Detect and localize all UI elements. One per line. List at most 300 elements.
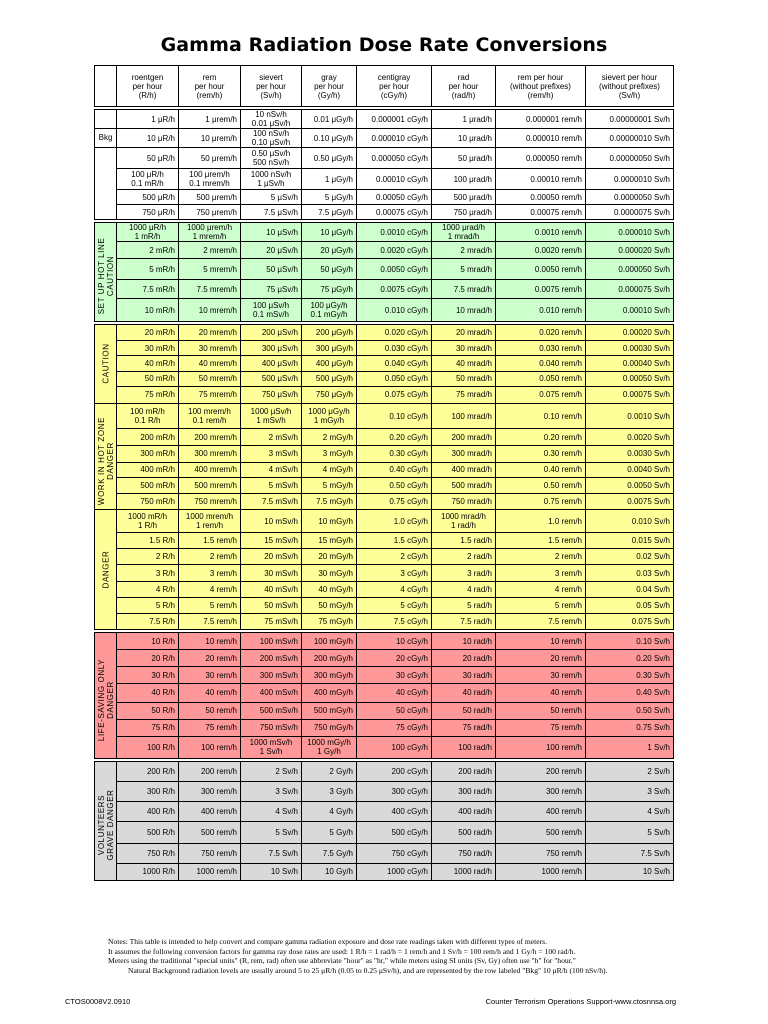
table-cell: 3 Gy/h [302,782,357,802]
column-header-line: per hour [448,81,479,91]
table-row [95,223,674,242]
cell-line: 1000 mrad/h [441,512,486,522]
table-row [95,719,674,736]
table-cell: 0.0030 Sv/h [586,446,674,462]
table-cell: 30 mrad/h [432,341,496,356]
zone-label-wrap [95,510,116,629]
table-row [95,736,674,758]
table-cell: 10 mrem/h [179,299,241,322]
table-row [95,356,674,371]
zone-label-caution [95,325,117,404]
table-cell: 10 cGy/h [357,633,432,650]
table-cell: 750 rad/h [432,843,496,863]
table-cell: 750 R/h [117,843,179,863]
cell-line: 1 μSv/h [257,179,285,188]
table-cell: 5 rad/h [432,597,496,613]
table-cell: 10 mR/h [117,299,179,322]
column-header-line: sievert per hour [601,72,658,82]
cell-line: 0.1 mrem/h [189,179,230,188]
table-cell: 0.00075 Sv/h [586,386,674,403]
table-cell: 500 μrem/h [179,190,241,205]
table-cell: 10 Sv/h [241,863,302,880]
table-cell: 10 mrad/h [432,299,496,322]
table-cell: 200 rem/h [179,762,241,782]
table-cell: 3 mGy/h [302,446,357,462]
table-cell: 200 mrem/h [179,429,241,446]
column-header-line: per hour [256,81,286,91]
column-header-line: (Sv/h) [260,90,282,100]
table-cell: 0.000075 Sv/h [586,280,674,299]
table-cell: 1 μrem/h [179,110,241,129]
table-cell [241,129,302,148]
table-cell: 40 mSv/h [241,581,302,597]
table-cell: 10 μSv/h [241,223,302,242]
table-cell: 500 μR/h [117,190,179,205]
table-cell: 2 cGy/h [357,549,432,565]
table-cell: 200 rad/h [432,762,496,782]
table-cell [117,169,179,190]
table-cell: 0.30 cGy/h [357,446,432,462]
table-cell: 0.020 cGy/h [357,325,432,341]
table-row [95,462,674,477]
table-cell: 2 mrem/h [179,242,241,259]
table-cell: 2 Sv/h [241,762,302,782]
table-cell: 500 mrad/h [432,477,496,493]
table-cell: 4 Sv/h [241,802,302,822]
table-row [95,633,674,650]
column-header-line: sievert [259,72,283,82]
table-cell: 5 mrad/h [432,259,496,280]
column-header-line: (cGy/h) [380,90,408,100]
table-row [95,371,674,386]
table-cell: 40 mrem/h [179,356,241,371]
table-cell: 0.000010 Sv/h [586,223,674,242]
zone-empty [95,148,117,220]
table-cell: 100 μrad/h [432,169,496,190]
cell-line: 1000 mR/h [127,512,168,522]
table-cell: 10 Gy/h [302,863,357,880]
column-header [357,66,432,107]
table-cell: 7.5 mrad/h [432,280,496,299]
table-cell: 20 rad/h [432,650,496,667]
table-row [95,242,674,259]
table-cell: 30 R/h [117,667,179,684]
cell-line: 1000 μR/h [128,223,167,232]
cell-line: 1 mrem/h [192,232,227,241]
table-cell: 5 mSv/h [241,477,302,493]
table-cell: 75 rad/h [432,719,496,736]
table-cell: 50 μrem/h [179,148,241,169]
table-cell: 10 R/h [117,633,179,650]
column-header-line: (rad/h) [451,90,476,100]
table-cell: 7.5 rem/h [179,613,241,629]
table-cell: 10 rad/h [432,633,496,650]
table-row [95,802,674,822]
table-cell: 0.0050 Sv/h [586,477,674,493]
table-cell: 3 cGy/h [357,565,432,581]
column-header [117,66,179,107]
table-cell: 1.0 cGy/h [357,510,432,533]
table-cell: 300 μGy/h [302,341,357,356]
table-cell: 0.03 Sv/h [586,565,674,581]
table-cell: 100 mrad/h [432,404,496,429]
table-cell: 0.0020 cGy/h [357,242,432,259]
cell-line: 0.10 μSv/h [251,138,291,147]
table-cell: 40 rem/h [496,684,586,702]
table-cell: 2 mGy/h [302,429,357,446]
table-cell: 1000 rem/h [179,863,241,880]
table-row [95,325,674,341]
table-row [95,533,674,549]
table-cell: 0.75 Sv/h [586,719,674,736]
table-cell: 20 rem/h [179,650,241,667]
table-cell: 20 rem/h [496,650,586,667]
table-cell: 400 mSv/h [241,684,302,702]
table-cell: 0.0075 cGy/h [357,280,432,299]
table-cell: 1.0 rem/h [496,510,586,533]
table-row [95,565,674,581]
table-cell: 0.075 Sv/h [586,613,674,629]
table-cell: 0.000050 cGy/h [357,148,432,169]
table-cell: 20 cGy/h [357,650,432,667]
table-row [95,549,674,565]
table-cell: 30 rem/h [179,667,241,684]
table-cell: 1.5 R/h [117,533,179,549]
table-cell: 5 μSv/h [241,190,302,205]
table-cell: 0.040 rem/h [496,356,586,371]
table-cell: 30 cGy/h [357,667,432,684]
table-cell: 5 Sv/h [241,822,302,843]
table-cell: 5 R/h [117,597,179,613]
table-cell: 0.00000050 Sv/h [586,148,674,169]
table-cell: 0.00010 cGy/h [357,169,432,190]
table-cell: 750 μSv/h [241,386,302,403]
zone-label-volunteers [95,762,117,881]
table-cell: 5 Gy/h [302,822,357,843]
table-cell: 0.10 μGy/h [302,129,357,148]
table-cell: 2 rem/h [496,549,586,565]
table-cell: 40 rem/h [179,684,241,702]
table-cell: 7.5 μGy/h [302,205,357,220]
table-cell: 10 mGy/h [302,510,357,533]
table-cell: 30 rad/h [432,667,496,684]
table-cell: 750 mrem/h [179,493,241,509]
table-cell: 0.20 rem/h [496,429,586,446]
table-cell: 10 Sv/h [586,863,674,880]
table-cell: 2 R/h [117,549,179,565]
table-cell: 300 mSv/h [241,667,302,684]
table-cell: 5 Sv/h [586,822,674,843]
table-cell: 0.050 cGy/h [357,371,432,386]
note-line: It assumes the following conversion factors for gamma ray dose rates are used: 1 R/h = 1 rad/h = 1 rem/h and 1 Sv/h = 100 rem/h and 1 Gy/h = 100 rad/h. [108,946,576,956]
table-cell: 4 rem/h [496,581,586,597]
table-cell: 10 rem/h [179,633,241,650]
table-cell: 400 mrad/h [432,462,496,477]
table-cell: 100 mGy/h [302,633,357,650]
table-cell: 7.5 rem/h [496,613,586,629]
table-cell: 200 R/h [117,762,179,782]
table-cell: 400 mGy/h [302,684,357,702]
table-cell: 50 mrad/h [432,371,496,386]
table-cell: 40 mGy/h [302,581,357,597]
table-cell: 50 cGy/h [357,702,432,719]
table-cell: 400 μGy/h [302,356,357,371]
table-cell: 0.0000075 Sv/h [586,205,674,220]
zone-label-work-danger [95,404,117,510]
table-row [95,650,674,667]
table-cell: 300 μSv/h [241,341,302,356]
table-cell: 75 cGy/h [357,719,432,736]
table-cell: 300 mrem/h [179,446,241,462]
table-cell [302,736,357,758]
table-cell: 20 R/h [117,650,179,667]
table-cell: 3 Sv/h [586,782,674,802]
table-cell: 3 mSv/h [241,446,302,462]
table-cell: 50 rem/h [179,702,241,719]
table-cell: 5 rem/h [179,597,241,613]
table-cell: 2 Sv/h [586,762,674,782]
table-cell: 50 rad/h [432,702,496,719]
zone-label-setup [95,223,117,322]
table-cell: 7.5 mR/h [117,280,179,299]
table-cell: 500 μrad/h [432,190,496,205]
table-cell: 0.05 Sv/h [586,597,674,613]
table-cell: 1 μGy/h [302,169,357,190]
cell-line: 0.1 rem/h [192,416,227,426]
table-row [95,341,674,356]
zone-label-text: Bkg [98,132,113,142]
table-cell: 1.5 rad/h [432,533,496,549]
cell-line: 100 μrem/h [189,170,230,179]
table-row [95,493,674,509]
header-row [95,66,674,107]
table-cell: 0.00000010 Sv/h [586,129,674,148]
table-cell: 0.30 rem/h [496,446,586,462]
notes [108,937,668,975]
table-cell: 0.00040 Sv/h [586,356,674,371]
table-cell: 0.040 cGy/h [357,356,432,371]
table-cell: 4 cGy/h [357,581,432,597]
table-row [95,110,674,129]
cell-line: 100 mrem/h [188,407,231,417]
table-cell: 0.50 cGy/h [357,477,432,493]
table-cell: 4 Gy/h [302,802,357,822]
table-cell [179,223,241,242]
table-row [95,446,674,462]
cell-line: 1 rem/h [195,521,224,531]
table-cell: 5 mrem/h [179,259,241,280]
table-row [95,581,674,597]
column-header [241,66,302,107]
table-cell: 0.030 rem/h [496,341,586,356]
table-cell: 0.75 cGy/h [357,493,432,509]
table-cell: 200 rem/h [496,762,586,782]
table-cell: 50 mR/h [117,371,179,386]
table-cell: 200 mrad/h [432,429,496,446]
table-row [95,597,674,613]
table-cell: 0.40 rem/h [496,462,586,477]
table-cell: 750 mGy/h [302,719,357,736]
cell-line: 1000 nSv/h [250,170,292,179]
cell-line: 1 mGy/h [313,416,345,426]
cell-line: 1 rad/h [451,521,476,531]
table-cell: 0.0075 Sv/h [586,493,674,509]
table-cell: 0.010 Sv/h [586,510,674,533]
table-cell: 0.000001 rem/h [496,110,586,129]
table-cell [241,299,302,322]
cell-line: 0.01 μSv/h [251,119,291,128]
table-row [95,299,674,322]
table-cell: 100 R/h [117,736,179,758]
table-cell: 2 mSv/h [241,429,302,446]
table-cell: 0.0010 Sv/h [586,404,674,429]
table-cell: 0.050 rem/h [496,371,586,386]
table-row [95,762,674,782]
column-header-line: (Gy/h) [317,90,341,100]
table-row [95,169,674,190]
zone-label-wrap [95,633,116,758]
table-cell: 500 mrem/h [179,477,241,493]
table-cell: 75 μGy/h [302,280,357,299]
table-row [95,702,674,719]
table-cell: 20 mSv/h [241,549,302,565]
table-cell: 50 μGy/h [302,259,357,280]
cell-line: 1000 μSv/h [250,407,292,417]
table-cell: 1.5 cGy/h [357,533,432,549]
table-cell: 300 R/h [117,782,179,802]
table-cell: 7.5 mSv/h [241,493,302,509]
table-cell: 0.00020 Sv/h [586,325,674,341]
table-cell: 0.00050 rem/h [496,190,586,205]
table-cell: 0.000010 cGy/h [357,129,432,148]
conversion-table [94,65,674,881]
table-cell: 300 mR/h [117,446,179,462]
table-cell: 75 μSv/h [241,280,302,299]
column-header-line: centigray [377,72,411,82]
table-cell [179,404,241,429]
table-cell [302,299,357,322]
cell-line: 100 mR/h [130,407,165,417]
zone-label-text: WORK IN HOT ZONE DANGER [96,416,115,505]
table-cell: 7.5 mGy/h [302,493,357,509]
table-cell: 75 mrem/h [179,386,241,403]
table-cell: 400 rem/h [179,802,241,822]
table-cell: 30 mrem/h [179,341,241,356]
table-cell: 0.00010 Sv/h [586,299,674,322]
zone-label-danger3 [95,510,117,630]
table-cell: 10 mSv/h [241,510,302,533]
table-cell: 75 mSv/h [241,613,302,629]
table-cell: 10 μrad/h [432,129,496,148]
column-header-line: (without prefixes) [510,81,571,91]
table-cell: 0.015 Sv/h [586,533,674,549]
table-cell: 40 mrad/h [432,356,496,371]
table-row [95,843,674,863]
table-cell: 750 rem/h [179,843,241,863]
table-cell: 3 R/h [117,565,179,581]
column-header-line: rem [202,72,217,82]
document-code: CTOS0008V2.0910 [65,997,131,1006]
table-cell: 40 rad/h [432,684,496,702]
column-header-line: (Sv/h) [618,90,641,100]
table-cell: 0.000050 Sv/h [586,259,674,280]
table-cell: 30 mR/h [117,341,179,356]
table-cell: 7.5 R/h [117,613,179,629]
table-cell: 50 rem/h [496,702,586,719]
table-cell: 300 cGy/h [357,782,432,802]
table-cell [302,404,357,429]
table-cell: 400 R/h [117,802,179,822]
table-cell: 0.0000010 Sv/h [586,169,674,190]
table-cell: 300 rad/h [432,782,496,802]
table-cell: 0.000050 rem/h [496,148,586,169]
table-row [95,404,674,429]
table-cell: 50 μrad/h [432,148,496,169]
column-header [179,66,241,107]
table-row [95,667,674,684]
table-cell: 2 mrad/h [432,242,496,259]
table-cell: 0.00050 Sv/h [586,371,674,386]
column-header-line: per hour [132,81,163,91]
table-cell: 0.0050 cGy/h [357,259,432,280]
table-cell: 0.01 μGy/h [302,110,357,129]
table-cell: 0.0010 cGy/h [357,223,432,242]
table-cell: 750 μGy/h [302,386,357,403]
table-cell: 20 μSv/h [241,242,302,259]
table-cell: 75 mrad/h [432,386,496,403]
zone-empty [95,110,117,129]
table-cell: 3 rem/h [496,565,586,581]
table-cell: 100 rad/h [432,736,496,758]
table-cell: 0.50 Sv/h [586,702,674,719]
zone-label-text: LIFE-SAVING ONLY DANGER [96,658,115,741]
table-cell: 30 rem/h [496,667,586,684]
table-cell: 15 mSv/h [241,533,302,549]
table-row [95,684,674,702]
table-cell: 0.0000050 Sv/h [586,190,674,205]
table-cell: 500 rem/h [179,822,241,843]
table-cell: 100 rem/h [179,736,241,758]
cell-line: 0.1 mGy/h [310,310,348,319]
table-cell: 3 Sv/h [241,782,302,802]
note-line: Notes: This table is intended to help convert and compare gamma radiation exposure and dose rate readings taken with different types of meters. [108,937,547,946]
zone-label-text: SET UP HOT LINE CAUTION [96,237,115,315]
table-cell: 0.000010 rem/h [496,129,586,148]
table-cell: 0.0075 rem/h [496,280,586,299]
zone-label-text: CAUTION [101,343,110,384]
table-row [95,259,674,280]
column-header-line: rad [457,72,470,82]
table-cell: 10 μR/h [117,129,179,148]
table-row [95,280,674,299]
column-header-line: (rem/h) [527,90,554,100]
table-cell: 40 cGy/h [357,684,432,702]
table-cell: 40 R/h [117,684,179,702]
table-row [95,822,674,843]
table-cell: 750 μrem/h [179,205,241,220]
table-cell: 0.30 Sv/h [586,667,674,684]
table-row [95,190,674,205]
table-cell: 10 rem/h [496,633,586,650]
table-cell: 1000 rad/h [432,863,496,880]
note-line: Meters using the traditional "special units" (R, rem, rad) often use abbreviate "hour" as "hr," while meters using SI units (Sv, Gy) often use "h" for "hour." [108,956,576,965]
table-cell: 500 mSv/h [241,702,302,719]
column-header-line: (without prefixes) [599,81,660,91]
table-cell [117,510,179,533]
cell-line: 1 mR/h [134,232,161,241]
table-cell: 20 μGy/h [302,242,357,259]
footer-source: Counter Terrorism Operations Support-www.ctosnnsa.org [485,997,676,1006]
